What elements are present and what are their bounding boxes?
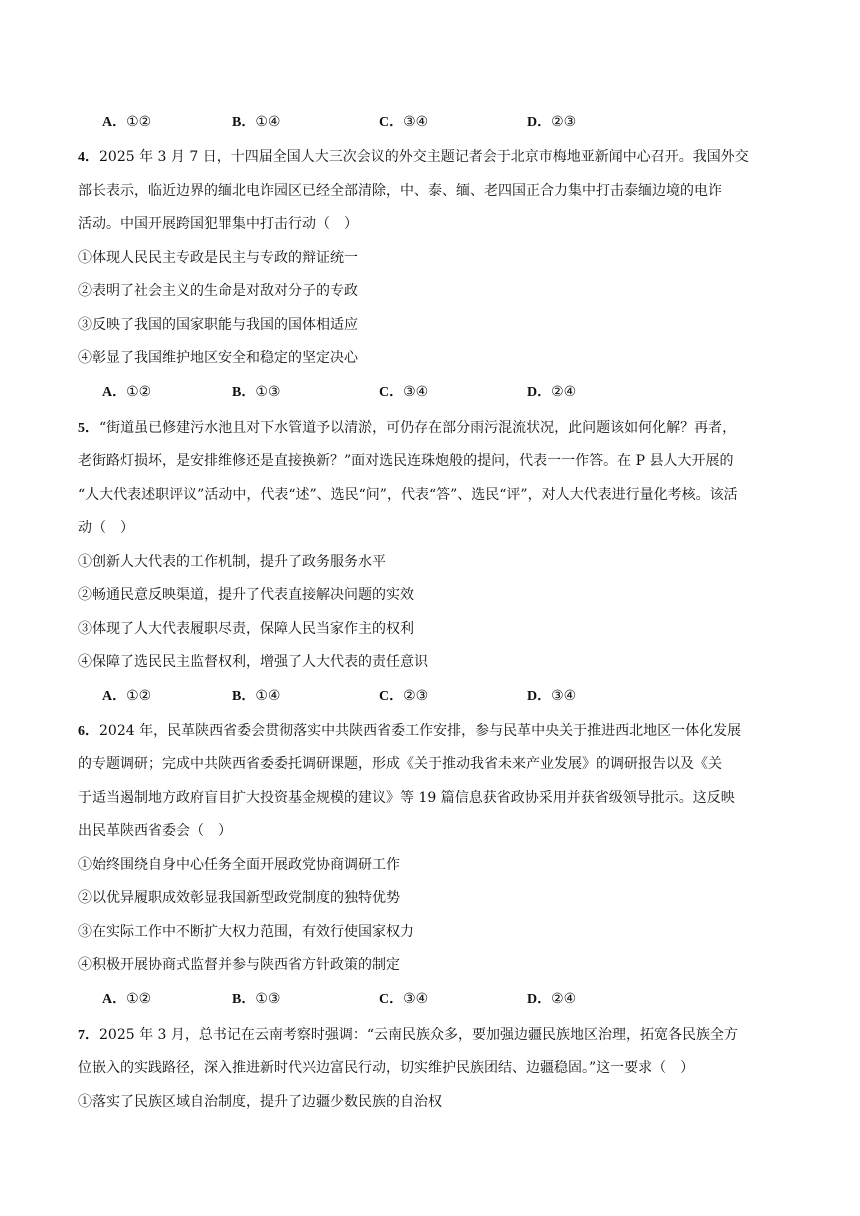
q6-stem-line-3: 于适当遏制地方政府盲目扩大投资基金规模的建议》等 19 篇信息获省政协采用并获省级领导批示。这反映 [78,790,735,806]
q4-options [102,382,702,402]
q6-option-a: A．①② [102,991,152,1007]
q6-option-d: D．②④ [527,991,577,1007]
q5-option-b: B．①④ [232,688,281,704]
q6-option-b: B．①③ [232,991,281,1007]
q6-item-2: ②以优异履职成效彰显我国新型政党制度的独特优势 [78,890,400,906]
q3-option-a: A．①② [102,114,152,130]
q6-item-4: ④积极开展协商式监督并参与陕西省方针政策的制定 [78,957,400,973]
q5-option-a: A．①② [102,688,152,704]
q6-stem-line-4: 出民革陕西省委会（ ） [78,823,232,839]
q4-item-4: ④彰显了我国维护地区安全和稳定的坚定决心 [78,350,358,366]
q4-item-1: ①体现人民民主专政是民主与专政的辩证统一 [78,250,358,266]
q3-option-c: C．③④ [379,114,429,130]
q7-stem-line-1: 7．2025 年 3 月，总书记在云南考察时强调：“云南民族众多，要加强边疆民族地区治理，拓宽各民族全方 [78,1027,739,1043]
q4-item-2: ②表明了社会主义的生命是对敌对分子的专政 [78,283,358,299]
q5-option-c: C．②③ [379,688,429,704]
q4-item-3: ③反映了我国的国家职能与我国的国体相适应 [78,317,358,333]
q6-options [102,989,702,1009]
q5-options [102,686,702,706]
q4-option-c: C．③④ [379,384,429,400]
q5-stem-line-2: 老街路灯损坏，是安排维修还是直接换新？”面对选民连珠炮般的提问，代表一一作答。在 P 县人大开展的 [78,453,734,469]
q6-item-1: ①始终围绕自身中心任务全面开展政党协商调研工作 [78,857,400,873]
q5-item-3: ③体现了人大代表履职尽责，保障人民当家作主的权利 [78,621,414,637]
q4-option-a: A．①② [102,384,152,400]
q4-option-b: B．①③ [232,384,281,400]
q5-stem-line-4: 动（ ） [78,520,134,536]
q3-option-b: B．①④ [232,114,281,130]
q7-item-1: ①落实了民族区域自治制度，提升了边疆少数民族的自治权 [78,1094,442,1110]
q4-stem-line-1: 4．2025 年 3 月 7 日，十四届全国人大三次会议的外交主题记者会于北京市梅地亚新闻中心召开。我国外交 [78,149,749,165]
q6-option-c: C．③④ [379,991,429,1007]
q5-stem-line-1: 5．“街道虽已修建污水池且对下水管道予以清淤，可仍存在部分雨污混流状况，此问题该如何化解？再者， [78,420,737,436]
q5-stem-line-3: “人大代表述职评议”活动中，代表“述”、选民“问”，代表“答”、选民“评”，对人大代表进行量化考核。该活 [78,487,738,503]
q5-item-1: ①创新人大代表的工作机制，提升了政务服务水平 [78,554,386,570]
q5-item-4: ④保障了选民民主监督权利，增强了人大代表的责任意识 [78,654,428,670]
q4-stem-line-2: 部长表示，临近边界的缅北电诈园区已经全部清除，中、泰、缅、老四国正合力集中打击泰缅边境的电诈 [78,183,722,199]
q5-option-d: D．③④ [527,688,577,704]
q5-item-2: ②畅通民意反映渠道，提升了代表直接解决问题的实效 [78,587,414,603]
q6-stem-line-2: 的专题调研；完成中共陕西省委委托调研课题，形成《关于推动我省未来产业发展》的调研报告以及《关 [78,756,722,772]
q6-stem-line-1: 6．2024 年，民革陕西省委会贯彻落实中共陕西省委工作安排，参与民革中央关于推进西北地区一体化发展 [78,723,742,739]
q6-item-3: ③在实际工作中不断扩大权力范围，有效行使国家权力 [78,924,414,940]
q4-option-d: D．②④ [527,384,577,400]
q3-options [102,112,702,132]
q7-stem-line-2: 位嵌入的实践路径，深入推进新时代兴边富民行动，切实维护民族团结、边疆稳固。”这一要求（ ） [78,1060,695,1076]
q4-stem-line-3: 活动。中国开展跨国犯罪集中打击行动（ ） [78,216,358,232]
q3-option-d: D．②③ [527,114,577,130]
